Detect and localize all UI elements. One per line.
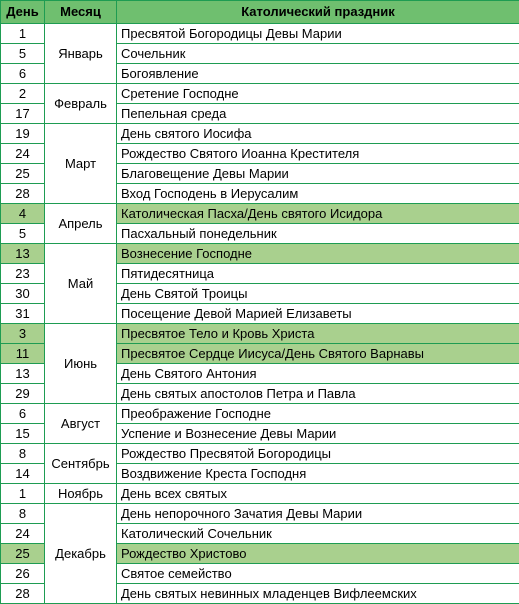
day-cell: 8	[1, 504, 45, 524]
day-cell: 24	[1, 524, 45, 544]
header-month: Месяц	[45, 1, 117, 24]
table-row	[1, 444, 519, 464]
header-holiday: Католический праздник	[117, 1, 519, 24]
holiday-cell: Сочельник	[117, 44, 519, 64]
holiday-cell: День непорочного Зачатия Девы Марии	[117, 504, 519, 524]
day-cell: 29	[1, 384, 45, 404]
table-row	[1, 204, 519, 224]
month-cell: Май	[45, 244, 117, 324]
month-cell: Август	[45, 404, 117, 444]
holiday-cell: Благовещение Девы Марии	[117, 164, 519, 184]
holiday-cell: День святых апостолов Петра и Павла	[117, 384, 519, 404]
holiday-cell: Богоявление	[117, 64, 519, 84]
holiday-cell: День святых невинных младенцев Вифлеемских	[117, 584, 519, 604]
holiday-cell: День святого Иосифа	[117, 124, 519, 144]
day-cell: 1	[1, 24, 45, 44]
holiday-cell: День Святого Антония	[117, 364, 519, 384]
table-row	[1, 124, 519, 144]
day-cell: 24	[1, 144, 45, 164]
day-cell: 23	[1, 264, 45, 284]
day-cell: 11	[1, 344, 45, 364]
holiday-cell: Пресвятое Тело и Кровь Христа	[117, 324, 519, 344]
day-cell: 28	[1, 184, 45, 204]
month-cell: Сентябрь	[45, 444, 117, 484]
holiday-cell: Католический Сочельник	[117, 524, 519, 544]
month-cell: Ноябрь	[45, 484, 117, 504]
day-cell: 4	[1, 204, 45, 224]
day-cell: 28	[1, 584, 45, 604]
holiday-cell: Рождество Святого Иоанна Крестителя	[117, 144, 519, 164]
table-row	[1, 84, 519, 104]
table-row	[1, 24, 519, 44]
day-cell: 17	[1, 104, 45, 124]
month-cell: Январь	[45, 24, 117, 84]
day-cell: 3	[1, 324, 45, 344]
table-row	[1, 504, 519, 524]
table-row	[1, 484, 519, 504]
holiday-cell: Вход Господень в Иерусалим	[117, 184, 519, 204]
holiday-cell: Святое семейство	[117, 564, 519, 584]
holiday-cell: Сретение Господне	[117, 84, 519, 104]
month-cell: Март	[45, 124, 117, 204]
month-cell: Апрель	[45, 204, 117, 244]
day-cell: 6	[1, 64, 45, 84]
holiday-cell: Пятидесятница	[117, 264, 519, 284]
day-cell: 1	[1, 484, 45, 504]
holiday-cell: Рождество Пресвятой Богородицы	[117, 444, 519, 464]
day-cell: 5	[1, 44, 45, 64]
holiday-cell: Успение и Вознесение Девы Марии	[117, 424, 519, 444]
day-cell: 31	[1, 304, 45, 324]
holiday-cell: Пресвятое Сердце Иисуса/День Святого Варнавы	[117, 344, 519, 364]
holiday-cell: Пепельная среда	[117, 104, 519, 124]
day-cell: 13	[1, 244, 45, 264]
day-cell: 2	[1, 84, 45, 104]
day-cell: 14	[1, 464, 45, 484]
table-row	[1, 324, 519, 344]
holiday-cell: День Святой Троицы	[117, 284, 519, 304]
day-cell: 30	[1, 284, 45, 304]
day-cell: 26	[1, 564, 45, 584]
header-row	[1, 1, 519, 24]
day-cell: 5	[1, 224, 45, 244]
holiday-cell: Преображение Господне	[117, 404, 519, 424]
day-cell: 8	[1, 444, 45, 464]
day-cell: 25	[1, 544, 45, 564]
month-cell: Декабрь	[45, 504, 117, 604]
holiday-cell: Рождество Христово	[117, 544, 519, 564]
month-cell: Февраль	[45, 84, 117, 124]
holiday-cell: День всех святых	[117, 484, 519, 504]
day-cell: 15	[1, 424, 45, 444]
holiday-cell: Воздвижение Креста Господня	[117, 464, 519, 484]
day-cell: 19	[1, 124, 45, 144]
table-body	[1, 24, 519, 604]
day-cell: 6	[1, 404, 45, 424]
month-cell: Июнь	[45, 324, 117, 404]
holiday-cell: Пресвятой Богородицы Девы Марии	[117, 24, 519, 44]
holiday-cell: Католическая Пасха/День святого Исидора	[117, 204, 519, 224]
day-cell: 13	[1, 364, 45, 384]
table-row	[1, 404, 519, 424]
holiday-cell: Вознесение Господне	[117, 244, 519, 264]
header-day: День	[1, 1, 45, 24]
day-cell: 25	[1, 164, 45, 184]
holiday-cell: Посещение Девой Марией Елизаветы	[117, 304, 519, 324]
table-row	[1, 244, 519, 264]
holiday-cell: Пасхальный понедельник	[117, 224, 519, 244]
